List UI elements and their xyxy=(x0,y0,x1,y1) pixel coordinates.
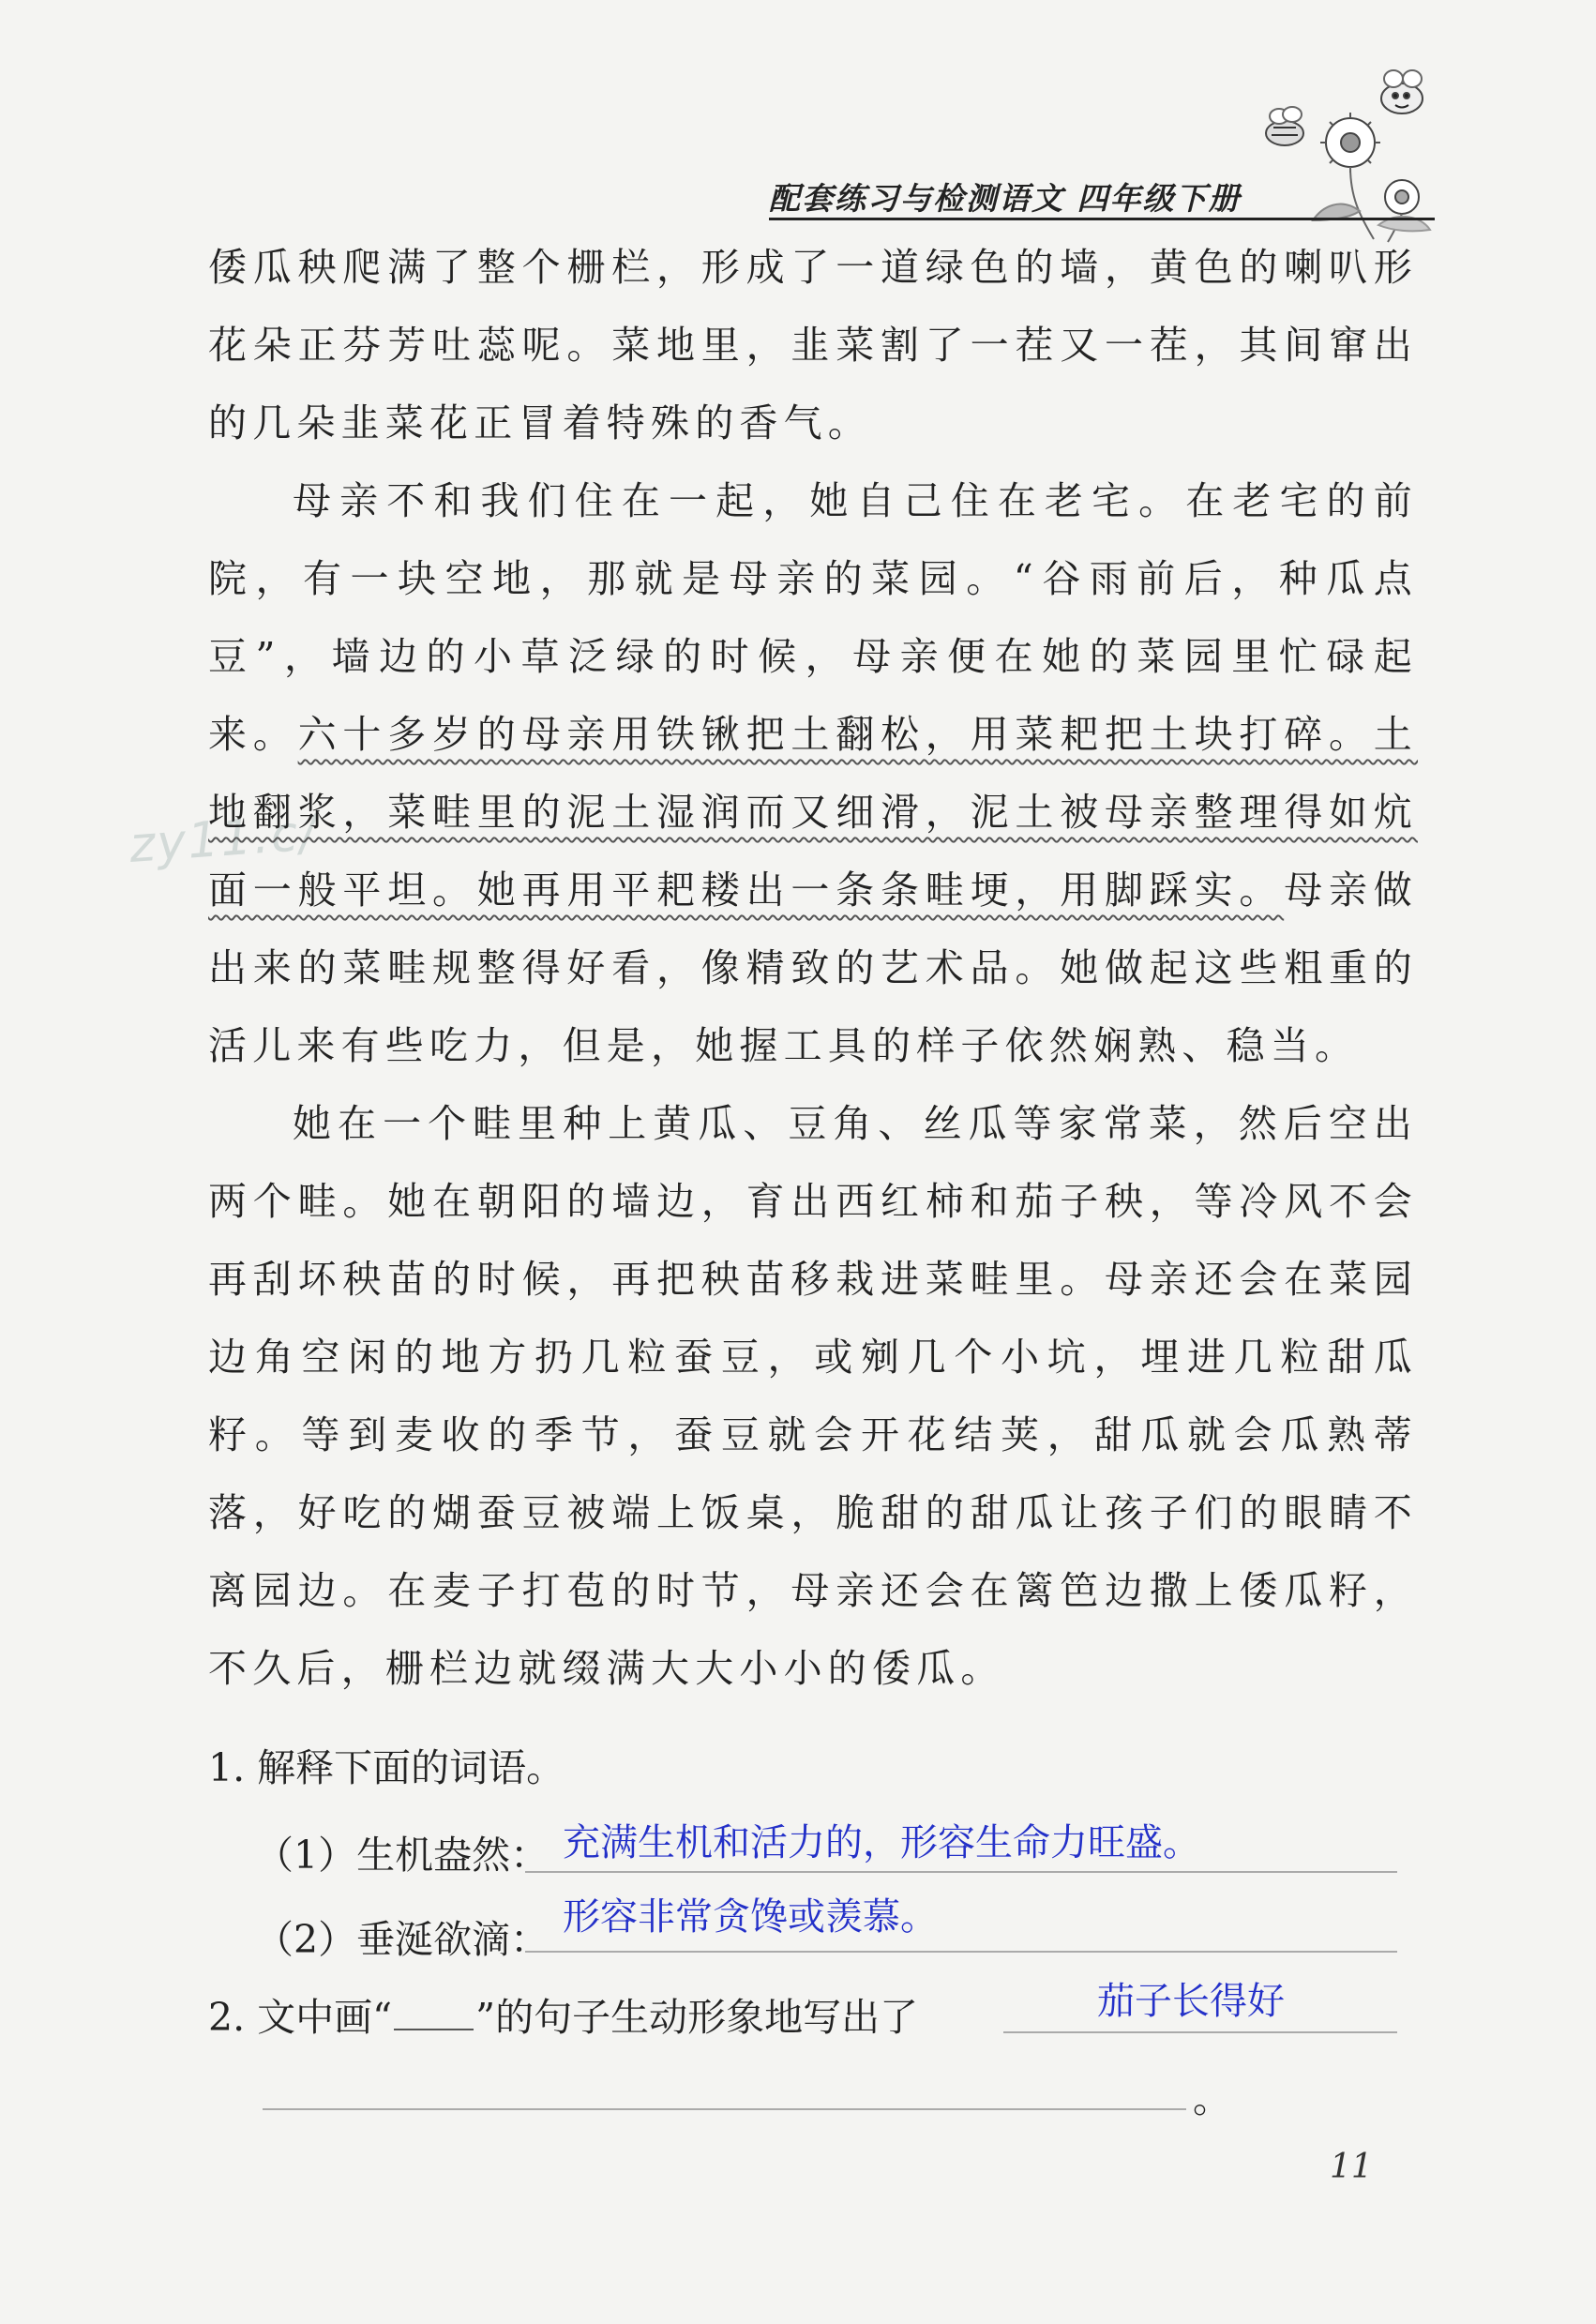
answer-line-3 xyxy=(1003,2031,1397,2033)
watermark-logo: zy11.c/ xyxy=(128,805,320,874)
page-number: 11 xyxy=(1330,2148,1373,2186)
header-divider xyxy=(769,218,1435,220)
passage-paragraph-3: 她在一个畦里种上黄瓜、豆角、丝瓜等家常菜，然后空出两个畦。她在朝阳的墙边，育出西红柿和茄子秧，等冷风不会再刮坏秧苗的时候，再把秧苗移栽进菜畦里。母亲还会在菜园边角空闲的地方扔几粒蚕豆，或剜几个小坑，埋进几粒甜瓜籽。等到麦收的季节，蚕豆就会开花结荚，甜瓜就会瓜熟蒂落，好吃的煳蚕豆被端上饭桌，脆甜的甜瓜让孩子们的眼睛不离园边。在麦子打苞的时节，母亲还会在篱笆边撒上倭瓜籽，不久后，栅栏边就缀满大大小小的倭瓜。 xyxy=(208,1101,1418,1691)
question-2-prompt-after: ”的句子生动形象地写出了 xyxy=(475,1995,919,2040)
question-1-item-1-label: （1）生机盎然： xyxy=(255,1833,550,1878)
passage-paragraph-1: 倭瓜秧爬满了整个栅栏，形成了一道绿色的墙，黄色的喇叭形花朵正芬芳吐蕊呢。菜地里，韭菜割了一茬又一茬，其间窜出的几朵韭菜花正冒着特殊的香气。 xyxy=(208,245,1418,445)
question-2-ending: 。 xyxy=(1193,2076,1231,2121)
wavy-underlined-sentence: 六十多岁的母亲用铁锹把土翻松，用菜耙把土块打碎。土地翻浆，菜畦里的泥土湿润而又细滑，泥土被母亲整理得如炕面一般平坦。她再用平耙耧出一条条畦埂，用脚踩实。 xyxy=(208,712,1419,913)
answer-line-4 xyxy=(263,2108,1186,2110)
paragraph-2-text-after: 母亲做出来的菜畦规整得好看，像精致的艺术品。她做起这些粗重的活儿来有些吃力，但是，她握工具的样子依然娴熟、稳当。 xyxy=(208,868,1418,1068)
book-title: 配套练习与检测语文 四年级下册 xyxy=(769,180,1242,217)
underline-mark-placeholder xyxy=(394,2000,474,2030)
question-1-item-1-answer[interactable]: 充满生机和活力的，形容生命力旺盛。 xyxy=(563,1821,1200,1864)
question-1-item-2-answer[interactable]: 形容非常贪馋或羡慕。 xyxy=(563,1895,938,1939)
question-2-prompt xyxy=(208,1986,918,2042)
bee-flower-illustration xyxy=(1210,56,1435,244)
question-2-prompt-before: 2. 文中画“ xyxy=(208,1995,393,2040)
passage-paragraph-2 xyxy=(208,462,1418,1085)
question-1-prompt: 1. 解释下面的词语。 xyxy=(208,1745,565,1790)
question-1-item-2-label: （2）垂涎欲滴： xyxy=(255,1917,550,1962)
question-2-answer[interactable]: 茄子长得好 xyxy=(1097,1980,1285,2023)
paragraph-2-text-before: 母亲不和我们住在一起，她自己住在老宅。在老宅的前院，有一块空地，那就是母亲的菜园。“谷雨前后，种瓜点豆”，墙边的小草泛绿的时候，母亲便在她的菜园里忙碌起来。 xyxy=(208,478,1418,757)
answer-line-1 xyxy=(525,1871,1397,1873)
answer-line-2 xyxy=(525,1951,1397,1953)
